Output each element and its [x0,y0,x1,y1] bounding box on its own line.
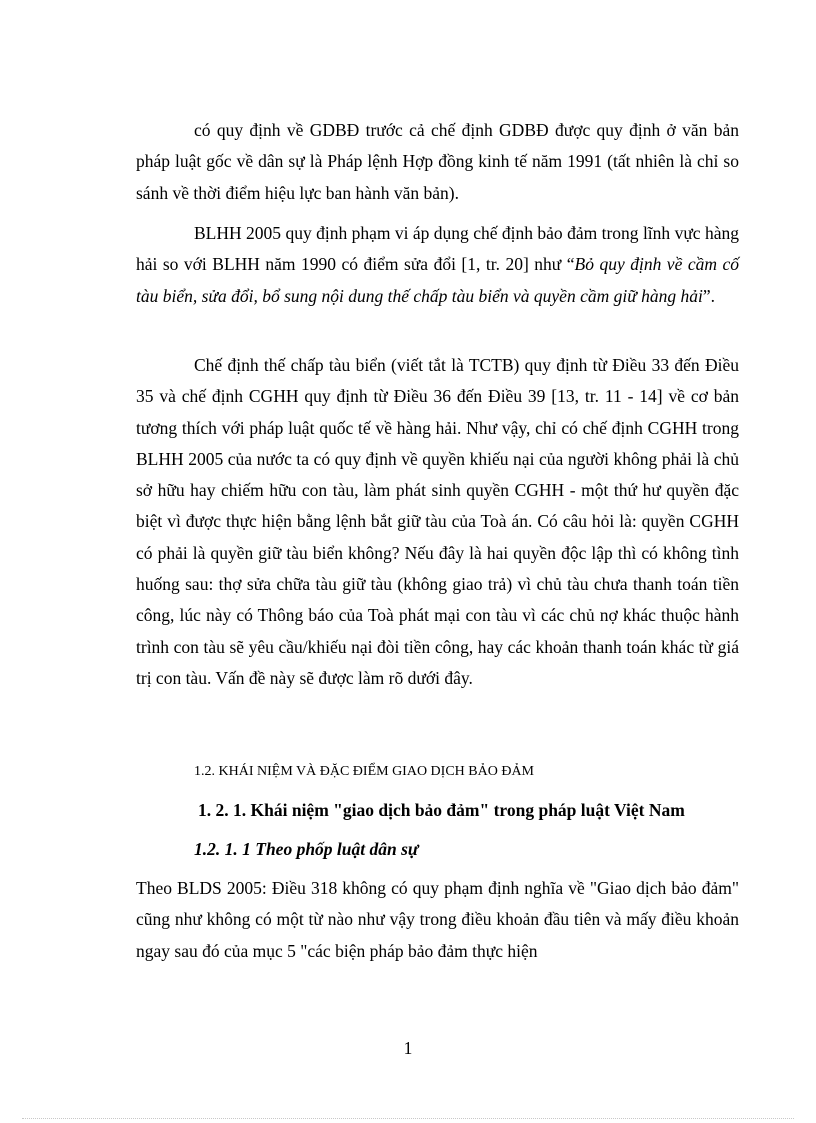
paragraph-3-text: Chế định thế chấp tàu biển (viết tắt là TCTB) quy định từ Điều 33 đến Điều 35 và chế định CGHH quy định từ Điều 36 đến Điều 39 [13, tr. 11 - 14] về cơ bản tương thích với pháp luật quốc tế về hàng hải. Như vậy, chỉ có chế định CGHH trong BLHH 2005 của nước ta có quy định về quyền khiếu nại của người không phải là chủ sở hữu hay chiếm hữu con tàu, làm phát sinh quyền CGHH - một thứ hư quyền đặc biệt vì được thực hiện bằng lệnh bắt giữ tàu của Toà án. Có câu hỏi là: quyền CGHH có phải là quyền giữ tàu biển không? Nếu đây là hai quyền độc lập thì có không tình huống sau: thợ sửa chữa tàu giữ tàu (không giao trả) vì chủ tàu chưa thanh toán tiền công, lúc này có Thông báo của Toà phát mại con tàu vì các chủ nợ khác thuộc hành trình con tàu sẽ yêu cầu/khiếu nại đòi tiền công, hay các khoản thanh toán khác từ giá trị con tàu. Vấn đề này sẽ được làm rõ dưới đây. [136,355,739,688]
subsubsection-heading: 1.2. 1. 1 Theo phốp luật dân sự [194,839,419,859]
paragraph-2-normal: BLHH 2005 quy định phạm vi áp dụng chế định bảo đảm trong lĩnh vực hàng hải so với BLHH năm 1990 có điểm sửa đổi [1, tr. 20] như “ [136,223,739,275]
paragraph-1 [136,115,739,209]
section-heading: 1.2. KHÁI NIỆM VÀ ĐẶC ĐIỂM GIAO DỊCH BẢO ĐẢM [194,764,535,779]
page-bottom-divider [22,1118,794,1119]
paragraph-2 [136,218,739,312]
paragraph-3 [136,350,739,694]
paragraph-1-text: có quy định về GDBĐ trước cả chế định GDBĐ được quy định ở văn bản pháp luật gốc về dân sự là Pháp lệnh Hợp đồng kinh tế năm 1991 (tất nhiên là chỉ so sánh về thời điểm hiệu lực ban hành văn bản). [136,120,739,203]
paragraph-4 [136,873,739,967]
paragraph-2-end: ”. [702,285,716,306]
paragraph-4-text: Theo BLDS 2005: Điều 318 không có quy phạm định nghĩa về "Giao dịch bảo đảm" cũng như không có một từ nào như vậy trong điều khoản đầu tiên và mấy điều khoản ngay sau đó của mục 5 "các biện pháp bảo đảm thực hiện [136,878,739,961]
page-number: 1 [403,1038,413,1058]
paragraph-2-quote: Bỏ quy định về cầm cố tàu biển, sửa đổi, bổ sung nội dung thế chấp tàu biển và quyền cầm giữ hàng hải [136,254,739,306]
subsection-heading: 1. 2. 1. Khái niệm "giao dịch bảo đảm" trong pháp luật Việt Nam [198,800,685,820]
paragraph-2-text [136,218,739,312]
